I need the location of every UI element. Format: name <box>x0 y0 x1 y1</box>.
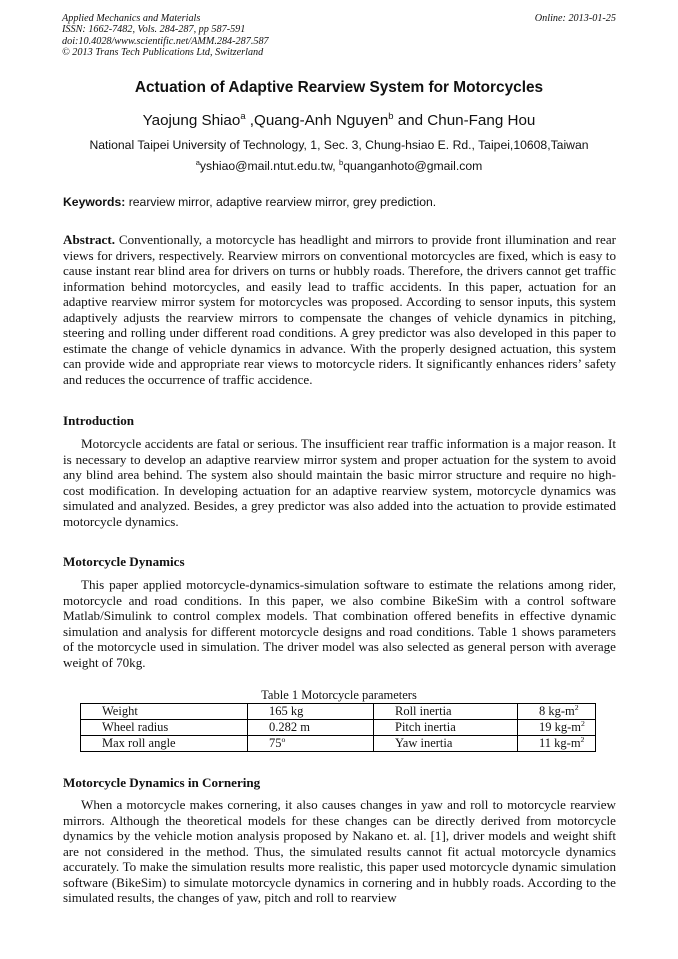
author-name: Yaojung Shiao <box>142 112 241 129</box>
affiliation: National Taipei University of Technology, 1, Sec. 3, Chung-hsiao E. Rd., Taipei,10608,Taiwan <box>89 138 589 152</box>
keywords <box>63 195 615 209</box>
unit-exponent: 2 <box>574 702 579 712</box>
cornering-body: When a motorcycle makes cornering, it also causes changes in yaw and roll to motorcycle rearview mirrors. Although the theoretical models for these changes can be directly derived from motorcycle dynamics by the vehicle motion analysis proposed by Nakano et. al. [1], driver models and weight shift are not considered in the method. Thus, the simulated results cannot fit actual motorcycle dynamics accurately. To make the simulation results more realistic, this paper used motorcycle dynamic simulation software (BikeSim) to simulate motorcycle dynamics in cornering and in hubbly roads. According to the simulated results, the changes of yaw, pitch and roll to rearview <box>63 797 616 906</box>
table-cell <box>518 720 596 736</box>
table-caption: Table 1 Motorcycle parameters <box>261 688 417 702</box>
email-address: yshiao@mail.ntut.edu.tw, <box>199 159 339 173</box>
table-cell: Max roll angle <box>81 736 248 752</box>
table-cell <box>518 736 596 752</box>
table-row <box>81 736 596 752</box>
keywords-label: Keywords: <box>63 195 126 209</box>
table-row <box>81 704 596 720</box>
parameters-table <box>80 703 596 752</box>
author-name: ,Quang-Anh Nguyen <box>245 112 389 129</box>
dynamics-body: This paper applied motorcycle-dynamics-simulation software to estimate the relations among rider, motorcycle and road conditions. In this paper, we also combine BikeSim with a control software Matlab/Simulink to control complex models. That combination offered benefits in effective dynamic simulation and analysis for different motorcycle designs and road conditions. Table 1 shows parameters of the motorcycle used in simulation. The driver model was also selected as general person with average weight of 70kg. <box>63 577 616 670</box>
journal-header <box>62 13 616 59</box>
table-cell: Pitch inertia <box>374 720 518 736</box>
journal-copyright: © 2013 Trans Tech Publications Ltd, Switzerland <box>62 47 264 59</box>
online-date: Online: 2013-01-25 <box>534 13 616 24</box>
author-mark: a <box>240 109 246 121</box>
email-mark: a <box>195 157 200 167</box>
table-cell: Yaw inertia <box>374 736 518 752</box>
section-heading-dynamics: Motorcycle Dynamics <box>63 554 185 569</box>
abstract-text: Conventionally, a motorcycle has headlight and mirrors to provide front illumination and rear views for drivers, respectively. Rearview mirrors on conventional motorcycles are fixed, which is easy to cause instant rear blind area for drivers on turns or hubbly roads. Therefore, the drivers cannot get traffic information behind motorcycles, and easily lead to traffic accidents. In this paper, actuation for an adaptive rearview mirror system for motorcycles was proposed. According to sensor inputs, this system adaptively adjusts the rearview mirrors to compensate the changes of vehicle dynamics in pitching, steering and rolling under different road conditions. A grey predictor was also developed in this paper to estimate the change of vehicle dynamics in advance. With the properly designed actuation, this system can provide wide and appropriate rear views to motorcycle riders. It significantly enhances riders’ safety and reduces the occurrence of traffic accidence. <box>63 232 616 387</box>
table-value: 8 kg-m <box>539 704 575 718</box>
table-cell: 0.282 m <box>248 720 374 736</box>
email-address: quanganhoto@gmail.com <box>343 159 483 173</box>
keywords-text: rearview mirror, adaptive rearview mirror, grey prediction. <box>125 195 437 209</box>
unit-exponent: 2 <box>581 718 585 728</box>
table-cell <box>248 736 374 752</box>
section-heading-introduction: Introduction <box>63 413 135 428</box>
journal-issn: ISSN: 1662-7482, Vols. 284-287, pp 587-591 <box>62 24 246 36</box>
author-emails <box>0 159 678 173</box>
degree-mark: o <box>281 734 286 744</box>
table-value: 75 <box>269 736 282 750</box>
table-cell: 165 kg <box>248 704 374 720</box>
author-name: and Chun-Fang Hou <box>393 112 536 129</box>
email-mark: b <box>338 157 344 167</box>
table-cell: Weight <box>81 704 248 720</box>
table-cell: Wheel radius <box>81 720 248 736</box>
abstract <box>63 232 616 387</box>
author-mark: b <box>388 109 394 121</box>
table-row <box>81 720 596 736</box>
abstract-label: Abstract. <box>63 232 115 247</box>
introduction-body: Motorcycle accidents are fatal or serious. The insufficient rear traffic information is a major reason. It is necessary to develop an adaptive rearview mirror system and proper actuation for the system to avoid any blind area behind. The system also should maintain the basic mirror structure and require no high-cost modification. In developing actuation for an adaptive rearview system, motorcycle dynamics was simulated and analyzed. Besides, a grey predictor was also added into the actuation to provide estimated motorcycle dynamics. <box>63 436 616 529</box>
section-heading-cornering: Motorcycle Dynamics in Cornering <box>63 775 261 790</box>
table-value: 11 kg-m <box>539 736 581 750</box>
journal-doi: doi:10.4028/www.scientific.net/AMM.284-287.587 <box>62 35 269 47</box>
table-value: 19 kg-m <box>539 720 582 734</box>
unit-exponent: 2 <box>580 734 585 744</box>
table-cell: Roll inertia <box>374 704 518 720</box>
author-list <box>0 109 678 129</box>
table-cell <box>518 704 596 720</box>
journal-name: Applied Mechanics and Materials <box>62 13 201 24</box>
paper-title: Actuation of Adaptive Rearview System for Motorcycles <box>134 79 544 96</box>
